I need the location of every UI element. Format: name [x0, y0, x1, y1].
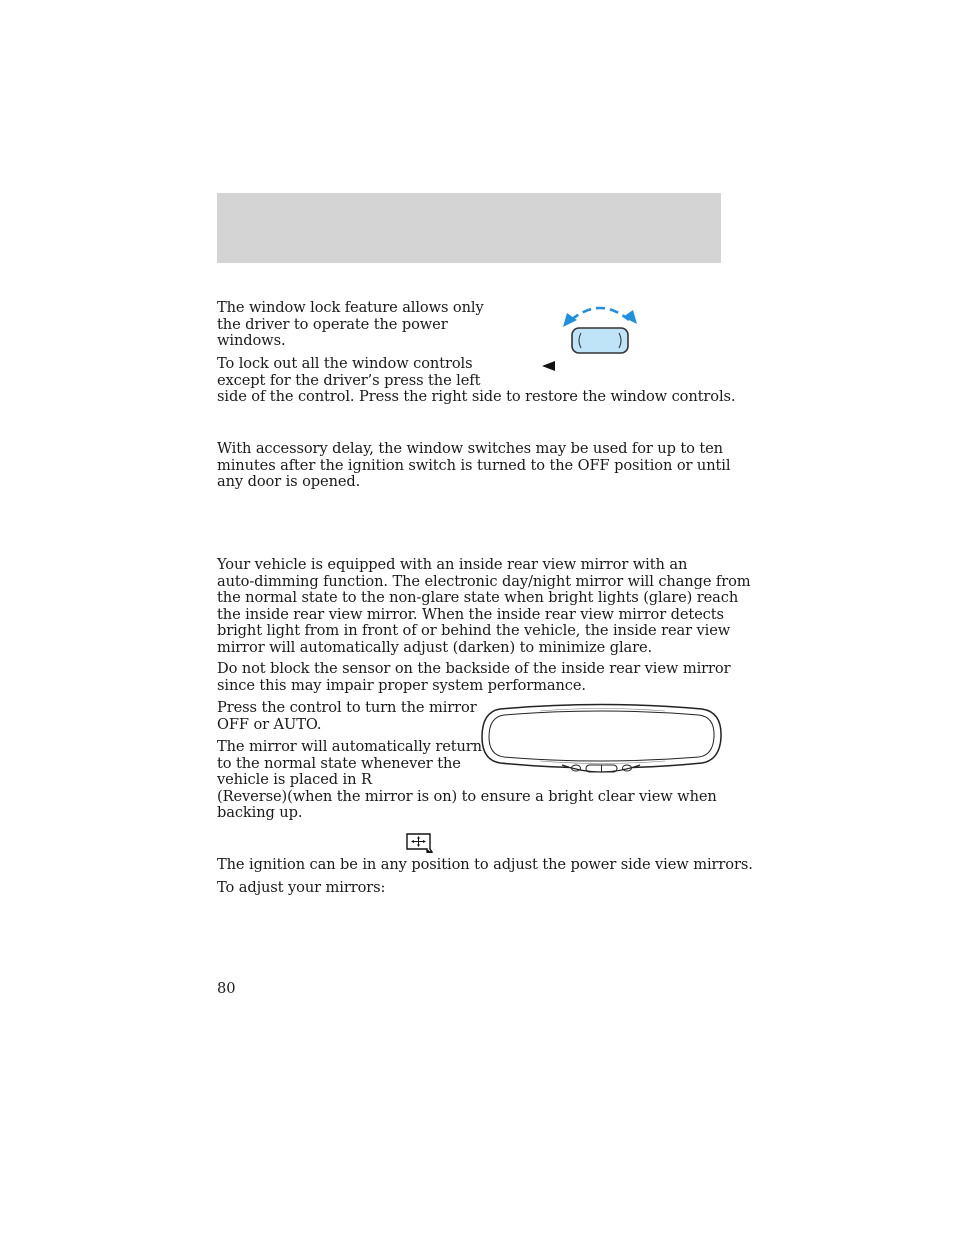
section-header-band	[217, 193, 721, 263]
side-mirror-ignition-text: The ignition can be in any position to adjust the power side view mirrors.	[217, 856, 753, 873]
window-lock-instructions: To lock out all the window controls except for the driver’s press the left side of the control. Press the right side to restore the window controls.	[217, 355, 736, 405]
mirror-sensor-warning: Do not block the sensor on the backside of the inside rear view mirror since this may impair proper system performance.	[217, 660, 731, 694]
lock-indicator-arrow-icon	[542, 361, 556, 371]
page-number: 80	[217, 980, 236, 997]
auto-dim-mirror-description: Your vehicle is equipped with an inside rear view mirror with an auto-dimming function. The electronic day/night mirror will change from the normal state to the non-glare state when bright lights (glare) reach the inside rear view mirror. When the inside rear view mirror detects bright light from in front of or behind the vehicle, the inside rear view mirror will automatically adjust (darken) to minimize glare.	[217, 556, 751, 656]
mirror-reverse-text: The mirror will automatically return to the normal state whenever the vehicle is placed in R (Reverse)(when the mirror is on) to ensure a bright clear view when backing up.	[217, 738, 717, 821]
window-lock-switch-icon	[555, 300, 645, 360]
accessory-delay-text: With accessory delay, the window switches may be used for up to ten minutes after the ignition switch is turned to the OFF position or until any door is opened.	[217, 440, 731, 490]
mirror-control-text: Press the control to turn the mirror OFF or AUTO.	[217, 699, 477, 733]
adjust-mirrors-heading: To adjust your mirrors:	[217, 879, 386, 896]
window-lock-intro: The window lock feature allows only the driver to operate the power windows.	[217, 299, 484, 349]
power-mirror-icon	[405, 832, 433, 854]
